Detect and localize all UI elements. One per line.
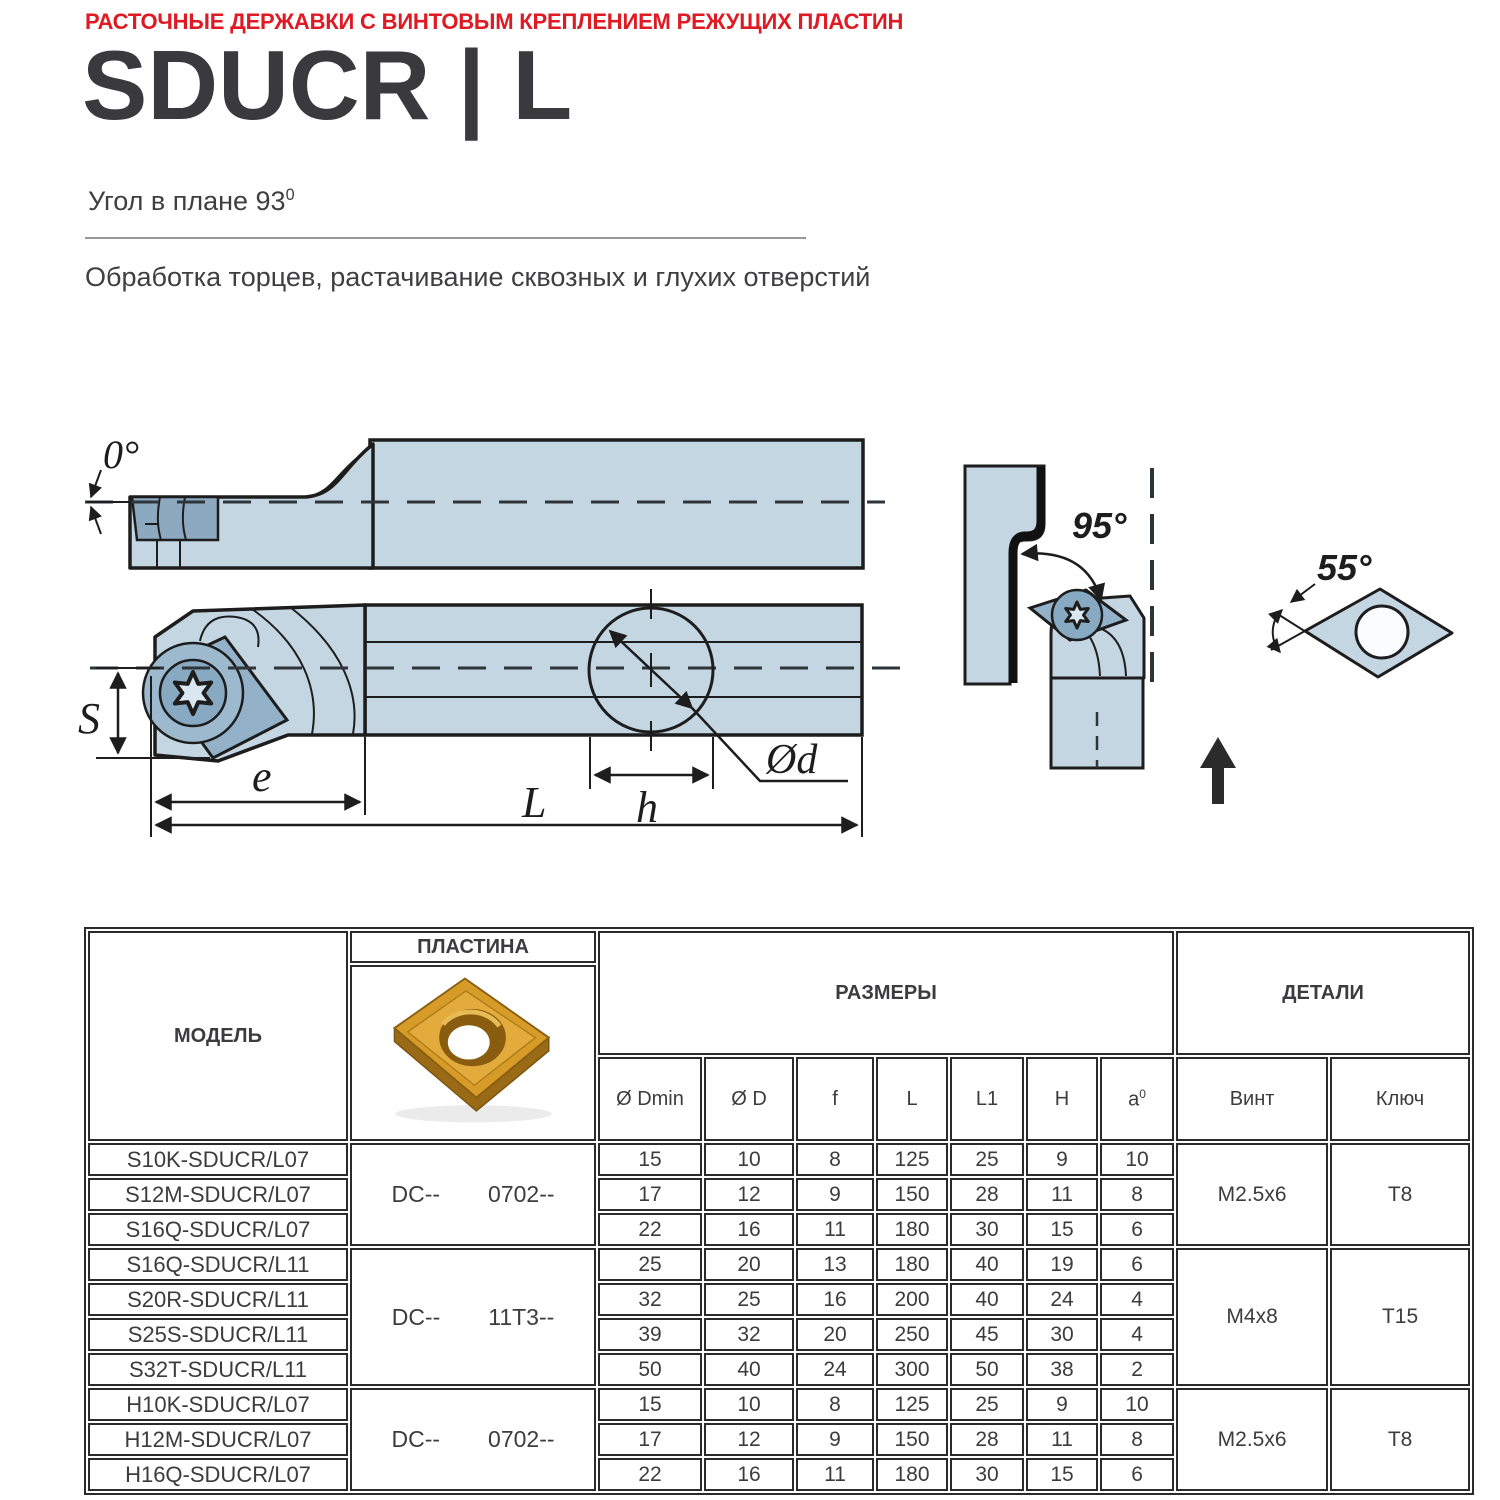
size-value-cell: 200 xyxy=(876,1283,948,1316)
size-value-cell: 17 xyxy=(598,1178,702,1211)
dim-e-label: e xyxy=(252,752,272,801)
size-value-cell: 10 xyxy=(1100,1388,1174,1421)
size-value-cell: 4 xyxy=(1100,1283,1174,1316)
size-value-cell: 9 xyxy=(1026,1143,1098,1176)
size-value-cell: 40 xyxy=(704,1353,794,1386)
size-value-cell: 8 xyxy=(1100,1423,1174,1456)
model-cell: S10K-SDUCR/L07 xyxy=(88,1143,348,1176)
drawing-entry-angle-view xyxy=(958,450,1250,810)
table-row xyxy=(88,1248,1470,1281)
dim-s-label: S xyxy=(78,694,100,743)
size-value-cell: 15 xyxy=(1026,1213,1098,1246)
size-value-cell: 15 xyxy=(598,1143,702,1176)
model-cell: S25S-SDUCR/L11 xyxy=(88,1318,348,1351)
description: Обработка торцев, растачивание сквозных и глухих отверстий xyxy=(85,262,871,292)
insert-hole xyxy=(1356,606,1408,658)
drawing-main-view xyxy=(60,575,910,850)
model-cell: H12M-SDUCR/L07 xyxy=(88,1423,348,1456)
insert-photo xyxy=(371,969,576,1131)
col-subheader-f: f xyxy=(796,1057,874,1141)
size-value-cell: 13 xyxy=(796,1248,874,1281)
size-value-cell: 180 xyxy=(876,1248,948,1281)
size-value-cell: 25 xyxy=(950,1143,1024,1176)
col-header-details: ДЕТАЛИ xyxy=(1176,931,1470,1055)
shank-main-view xyxy=(365,605,862,735)
size-value-cell: 25 xyxy=(704,1283,794,1316)
size-value-cell: 17 xyxy=(598,1423,702,1456)
size-value-cell: 8 xyxy=(796,1388,874,1421)
size-value-cell: 10 xyxy=(704,1143,794,1176)
category-title: РАСТОЧНЫЕ ДЕРЖАВКИ С ВИНТОВЫМ КРЕПЛЕНИЕМ РЕЖУЩИХ ПЛАСТИН xyxy=(85,9,904,34)
shank-top-view xyxy=(370,440,863,568)
size-value-cell: 10 xyxy=(704,1388,794,1421)
col-subheader-screw: Винт xyxy=(1176,1057,1328,1141)
model-cell: S20R-SDUCR/L11 xyxy=(88,1283,348,1316)
size-value-cell: 25 xyxy=(950,1388,1024,1421)
size-value-cell: 30 xyxy=(950,1213,1024,1246)
size-value-cell: 50 xyxy=(598,1353,702,1386)
key-cell: T15 xyxy=(1330,1248,1470,1386)
key-cell: T8 xyxy=(1330,1143,1470,1246)
size-value-cell: 6 xyxy=(1100,1248,1174,1281)
size-value-cell: 39 xyxy=(598,1318,702,1351)
size-value-cell: 250 xyxy=(876,1318,948,1351)
size-value-cell: 150 xyxy=(876,1423,948,1456)
size-value-cell: 12 xyxy=(704,1178,794,1211)
size-value-cell: 32 xyxy=(704,1318,794,1351)
size-value-cell: 32 xyxy=(598,1283,702,1316)
plate-code-cell xyxy=(350,1388,596,1491)
size-value-cell: 10 xyxy=(1100,1143,1174,1176)
size-value-cell: 180 xyxy=(876,1458,948,1491)
size-value-cell: 11 xyxy=(796,1213,874,1246)
plan-angle-note xyxy=(88,186,295,217)
model-cell: S12M-SDUCR/L07 xyxy=(88,1178,348,1211)
page-title: SDUCR | L xyxy=(82,30,573,140)
size-value-cell: 28 xyxy=(950,1178,1024,1211)
size-value-cell: 40 xyxy=(950,1283,1024,1316)
workpiece xyxy=(965,466,1044,684)
spec-table xyxy=(84,927,1474,1495)
size-value-cell: 16 xyxy=(704,1213,794,1246)
rake-angle-label: 0° xyxy=(103,432,139,477)
insert-angle-label: 55° xyxy=(1317,547,1372,588)
size-value-cell: 8 xyxy=(1100,1178,1174,1211)
size-value-cell: 9 xyxy=(796,1178,874,1211)
size-value-cell: 12 xyxy=(704,1423,794,1456)
table-row xyxy=(88,1388,1470,1421)
feed-direction-arrow-icon xyxy=(1200,737,1236,804)
size-value-cell: 2 xyxy=(1100,1353,1174,1386)
size-value-cell: 24 xyxy=(796,1353,874,1386)
screw-cell: M4x8 xyxy=(1176,1248,1328,1386)
plate-code: DC-- 11T3-- xyxy=(391,1303,555,1330)
col-header-model: МОДЕЛЬ xyxy=(88,931,348,1141)
size-value-cell: 50 xyxy=(950,1353,1024,1386)
model-cell: S32T-SDUCR/L11 xyxy=(88,1353,348,1386)
col-header-sizes: РАЗМЕРЫ xyxy=(598,931,1174,1055)
plate-code: DC-- 0702-- xyxy=(391,1181,555,1207)
size-value-cell: 150 xyxy=(876,1178,948,1211)
size-value-cell: 15 xyxy=(1026,1458,1098,1491)
size-value-cell: 19 xyxy=(1026,1248,1098,1281)
size-value-cell: 6 xyxy=(1100,1213,1174,1246)
screw-cell: M2.5x6 xyxy=(1176,1143,1328,1246)
size-value-cell: 45 xyxy=(950,1318,1024,1351)
size-value-cell: 9 xyxy=(796,1423,874,1456)
col-subheader-key: Ключ xyxy=(1330,1057,1470,1141)
size-value-cell: 125 xyxy=(876,1143,948,1176)
plate-code-cell xyxy=(350,1143,596,1246)
size-value-cell: 20 xyxy=(796,1318,874,1351)
model-cell: S16Q-SDUCR/L11 xyxy=(88,1248,348,1281)
size-value-cell: 28 xyxy=(950,1423,1024,1456)
size-value-cell: 180 xyxy=(876,1213,948,1246)
plate-code-cell xyxy=(350,1248,596,1386)
size-value-cell: 30 xyxy=(950,1458,1024,1491)
size-value-cell: 11 xyxy=(796,1458,874,1491)
entry-angle-label: 95° xyxy=(1072,505,1127,546)
plate-code: DC-- 0702-- xyxy=(391,1426,555,1452)
spec-table-wrapper xyxy=(84,927,1450,1495)
size-value-cell: 22 xyxy=(598,1213,702,1246)
size-value-cell: 16 xyxy=(704,1458,794,1491)
col-subheader-l1: L1 xyxy=(950,1057,1024,1141)
col-subheader-dmin: Ø Dmin xyxy=(598,1057,702,1141)
screw-cell: M2.5x6 xyxy=(1176,1388,1328,1491)
size-value-cell: 15 xyxy=(598,1388,702,1421)
plan-angle-sup: 0 xyxy=(285,186,295,204)
size-value-cell: 20 xyxy=(704,1248,794,1281)
col-subheader-alpha: $a^0$ xyxy=(1100,1057,1174,1141)
size-value-cell: 24 xyxy=(1026,1283,1098,1316)
size-value-cell: 38 xyxy=(1026,1353,1098,1386)
col-header-plate: ПЛАСТИНА xyxy=(350,931,596,963)
size-value-cell: 22 xyxy=(598,1458,702,1491)
dim-l-label: L xyxy=(522,778,547,827)
key-cell: T8 xyxy=(1330,1388,1470,1491)
col-subheader-h: H xyxy=(1026,1057,1098,1141)
col-subheader-d: Ø D xyxy=(704,1057,794,1141)
size-value-cell: 4 xyxy=(1100,1318,1174,1351)
divider xyxy=(85,237,806,239)
size-value-cell: 25 xyxy=(598,1248,702,1281)
col-subheader-l: L xyxy=(876,1057,948,1141)
size-value-cell: 11 xyxy=(1026,1178,1098,1211)
size-value-cell: 40 xyxy=(950,1248,1024,1281)
size-value-cell: 16 xyxy=(796,1283,874,1316)
size-value-cell: 300 xyxy=(876,1353,948,1386)
size-value-cell: 6 xyxy=(1100,1458,1174,1491)
size-value-cell: 30 xyxy=(1026,1318,1098,1351)
size-value-cell: 8 xyxy=(796,1143,874,1176)
size-value-cell: 11 xyxy=(1026,1423,1098,1456)
model-cell: H10K-SDUCR/L07 xyxy=(88,1388,348,1421)
size-value-cell: 9 xyxy=(1026,1388,1098,1421)
model-cell: S16Q-SDUCR/L07 xyxy=(88,1213,348,1246)
dim-h-label: h xyxy=(636,783,658,832)
plan-angle-text: Угол в плане 93 xyxy=(88,186,286,216)
dim-d-label: Ød xyxy=(766,737,818,783)
insert-photo-cell xyxy=(350,965,596,1141)
table-row xyxy=(88,1143,1470,1176)
drawing-insert-angle-view xyxy=(1255,540,1500,720)
size-value-cell: 125 xyxy=(876,1388,948,1421)
drawing-top-side-view xyxy=(85,428,905,588)
model-cell: H16Q-SDUCR/L07 xyxy=(88,1458,348,1491)
